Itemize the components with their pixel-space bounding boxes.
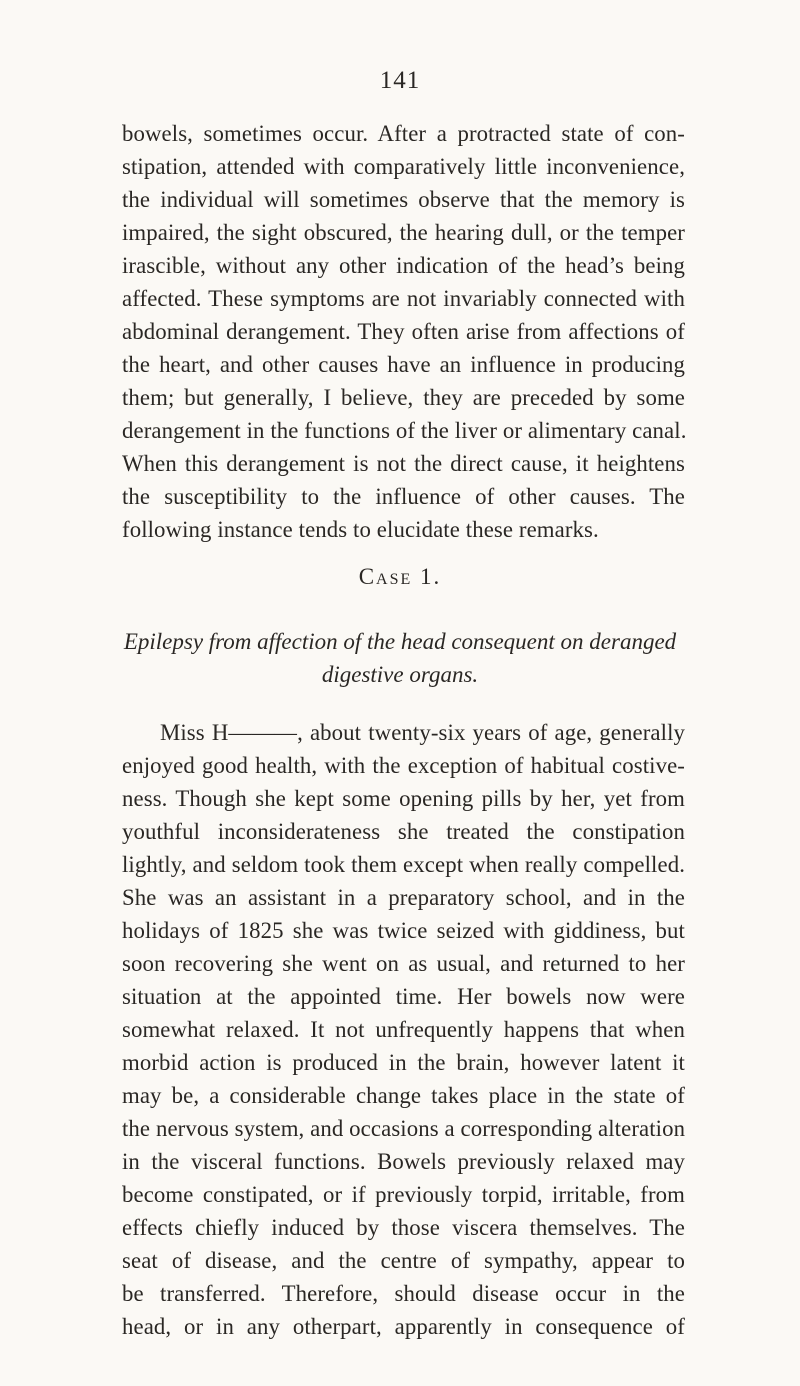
text-line: seat of disease, and the centre of sympathy, appear to xyxy=(122,1248,685,1273)
case-heading xyxy=(0,560,800,593)
text-line: the nervous system, and occasions a corresponding alteration xyxy=(122,1116,686,1141)
text-line: morbid action is produced in the brain, however latent it xyxy=(122,1050,685,1075)
text-line: the susceptibility to the influence of other causes. The xyxy=(122,484,685,509)
text-line: effects chiefly induced by those viscera themselves. The xyxy=(122,1215,685,1240)
text-line: in the visceral functions. Bowels previously relaxed may xyxy=(122,1149,685,1174)
text-line: head, or in any otherpart, apparently in consequence of xyxy=(122,1314,685,1339)
text-line: enjoyed good health, with the exception of habitual costive- xyxy=(122,753,685,778)
text-line: Miss H———, about twenty-six years of age, generally xyxy=(160,720,685,745)
text-line: ness. Though she kept some opening pills by her, yet from xyxy=(122,786,685,811)
text-line: situation at the appointed time. Her bowels now were xyxy=(122,984,685,1009)
text-line: be transferred. Therefore, should disease occur in the xyxy=(122,1281,685,1306)
text-line: somewhat relaxed. It not unfrequently happens that when xyxy=(122,1017,685,1042)
text-line: the individual will sometimes observe that the memory is xyxy=(122,187,685,212)
text-line: She was an assistant in a preparatory school, and in the xyxy=(122,885,685,910)
text-line: stipation, attended with comparatively little inconvenience, xyxy=(122,154,685,179)
text-line: irascible, without any other indication of the head’s being xyxy=(122,253,685,278)
text-line: abdominal derangement. They often arise from affections of xyxy=(122,319,685,344)
page-number: 141 xyxy=(379,67,421,94)
text-line: holidays of 1825 she was twice seized with giddiness, but xyxy=(122,918,685,943)
text-line: the heart, and other causes have an influence in producing xyxy=(122,352,685,377)
text-line: following instance tends to elucidate these remarks. xyxy=(122,517,599,542)
text-line: bowels, sometimes occur. After a protracted state of con- xyxy=(122,121,685,146)
text-line: them; but generally, I believe, they are preceded by some xyxy=(122,385,685,410)
text-line: soon recovering she went on as usual, and returned to her xyxy=(122,951,685,976)
case-title-line: digestive organs. xyxy=(321,662,479,687)
text-line: affected. These symptoms are not invariably connected with xyxy=(122,286,685,311)
text-line: may be, a considerable change takes place in the state of xyxy=(122,1083,685,1108)
text-line: When this derangement is not the direct cause, it heightens xyxy=(122,451,685,476)
text-line: become constipated, or if previously torpid, irritable, from xyxy=(122,1182,685,1207)
text-line: youthful inconsiderateness she treated the constipation xyxy=(122,819,685,844)
text-line: impaired, the sight obscured, the hearing dull, or the temper xyxy=(122,220,685,245)
case-heading-text: Case 1. xyxy=(358,564,442,589)
text-line: lightly, and seldom took them except when really compelled. xyxy=(122,852,685,877)
case-title-line: Epilepsy from affection of the head consequent on deranged xyxy=(123,629,677,654)
text-line: derangement in the functions of the liver or alimentary canal. xyxy=(122,418,687,443)
